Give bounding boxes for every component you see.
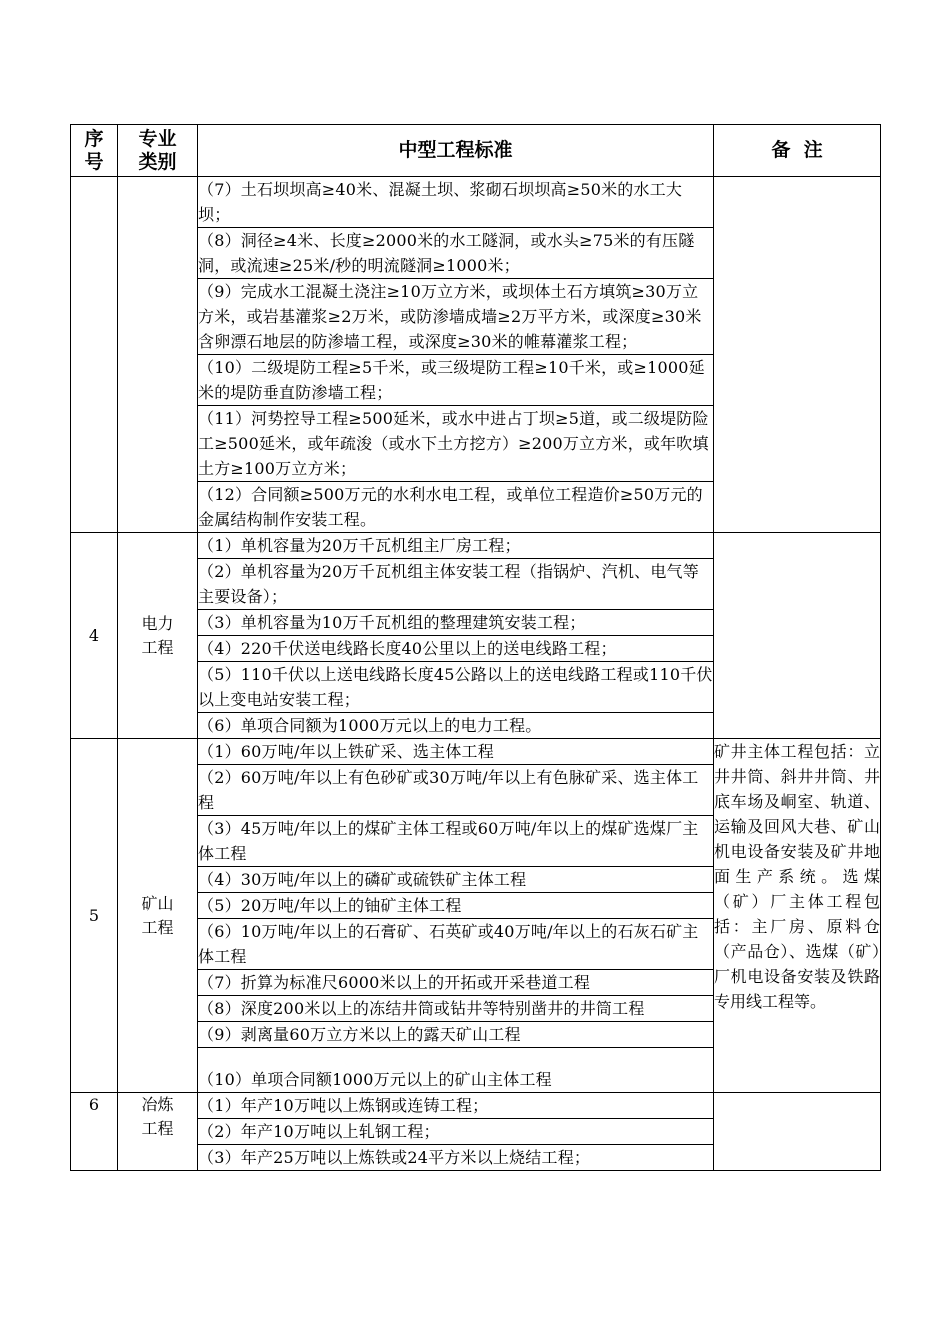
standard-item: （9）完成水工混凝土浇注≥10万立方米，或坝体土石方填筑≥30万立方米，或岩基灌浆≥2万米，或防渗墙成墙≥2万平方米，或深度≥30米含卵漂石地层的防渗墙工程，或深度≥30米的帷幕灌浆工程； [198, 279, 714, 355]
standard-item: （3）45万吨/年以上的煤矿主体工程或60万吨/年以上的煤矿选煤厂主体工程 [198, 816, 714, 867]
section-note [714, 533, 881, 739]
standard-item: （2）年产10万吨以上轧钢工程； [198, 1119, 714, 1145]
standard-item: （2）单机容量为20万千瓦机组主体安装工程（指锅炉、汽机、电气等主要设备）； [198, 559, 714, 610]
section-num: 4 [71, 533, 118, 739]
standard-item: （3）年产25万吨以上炼铁或24平方米以上烧结工程； [198, 1145, 714, 1171]
standard-item: （12）合同额≥500万元的水利水电工程，或单位工程造价≥50万元的金属结构制作安装工程。 [198, 482, 714, 533]
standard-item: （1）60万吨/年以上铁矿采、选主体工程 [198, 739, 714, 765]
standard-item: （6）10万吨/年以上的石膏矿、石英矿或40万吨/年以上的石灰石矿主体工程 [198, 919, 714, 970]
standard-item: （4）220千伏送电线路长度40公里以上的送电线路工程； [198, 636, 714, 662]
table-row [71, 739, 881, 765]
standard-item: （10）二级堤防工程≥5千米，或三级堤防工程≥10千米，或≥1000延米的堤防垂直防渗墙工程； [198, 355, 714, 406]
standard-item: （1）年产10万吨以上炼钢或连铸工程； [198, 1093, 714, 1119]
header-num: 序号 [71, 125, 118, 177]
section-num [71, 177, 118, 533]
standard-item: （6）单项合同额为1000万元以上的电力工程。 [198, 713, 714, 739]
section-category: 矿山工程 [118, 739, 198, 1093]
standard-item: （5）20万吨/年以上的铀矿主体工程 [198, 893, 714, 919]
standard-item: （11）河势控导工程≥500延米，或水中进占丁坝≥5道，或二级堤防险工≥500延米，或年疏浚（或水下土方挖方）≥200万立方米，或年吹填土方≥100万立方米； [198, 406, 714, 482]
section-note: 矿井主体工程包括：立井井筒、斜井井筒、井底车场及峒室、轨道、运输及回风大巷、矿山机电设备安装及矿井地面生产系统。选煤（矿）厂主体工程包括：主厂房、原料仓（产品仓）、选煤（矿）厂机电设备安装及铁路专用线工程等。 [714, 739, 881, 1093]
section-note [714, 177, 881, 533]
table-row [71, 177, 881, 228]
section-category [118, 177, 198, 533]
header-category: 专业类别 [118, 125, 198, 177]
section-note [714, 1093, 881, 1171]
standard-item: （8）深度200米以上的冻结井筒或钻井等特别凿井的井筒工程 [198, 996, 714, 1022]
header-row [71, 125, 881, 177]
table-row [71, 533, 881, 559]
header-remark: 备 注 [714, 125, 881, 177]
standard-item: （5）110千伏以上送电线路长度45公路以上的送电线路工程或110千伏以上变电站安装工程； [198, 662, 714, 713]
section-num: 5 [71, 739, 118, 1093]
table-row [71, 1093, 881, 1119]
standard-item: （10）单项合同额1000万元以上的矿山主体工程 [198, 1048, 714, 1093]
standard-item: （7）土石坝坝高≥40米、混凝土坝、浆砌石坝坝高≥50米的水工大坝； [198, 177, 714, 228]
header-standard: 中型工程标准 [198, 125, 714, 177]
standard-item: （2）60万吨/年以上有色砂矿或30万吨/年以上有色脉矿采、选主体工程 [198, 765, 714, 816]
standard-item: （1）单机容量为20万千瓦机组主厂房工程； [198, 533, 714, 559]
section-category: 电力工程 [118, 533, 198, 739]
standards-table [70, 124, 881, 1171]
standard-item: （7）折算为标准尺6000米以上的开拓或开采巷道工程 [198, 970, 714, 996]
section-num: 6 [71, 1093, 118, 1171]
standard-item: （3）单机容量为10万千瓦机组的整理建筑安装工程； [198, 610, 714, 636]
standard-item: （4）30万吨/年以上的磷矿或硫铁矿主体工程 [198, 867, 714, 893]
standard-item: （9）剥离量60万立方米以上的露天矿山工程 [198, 1022, 714, 1048]
standard-item: （8）洞径≥4米、长度≥2000米的水工隧洞，或水头≥75米的有压隧洞，或流速≥25米/秒的明流隧洞≥1000米； [198, 228, 714, 279]
section-category: 冶炼工程 [118, 1093, 198, 1171]
